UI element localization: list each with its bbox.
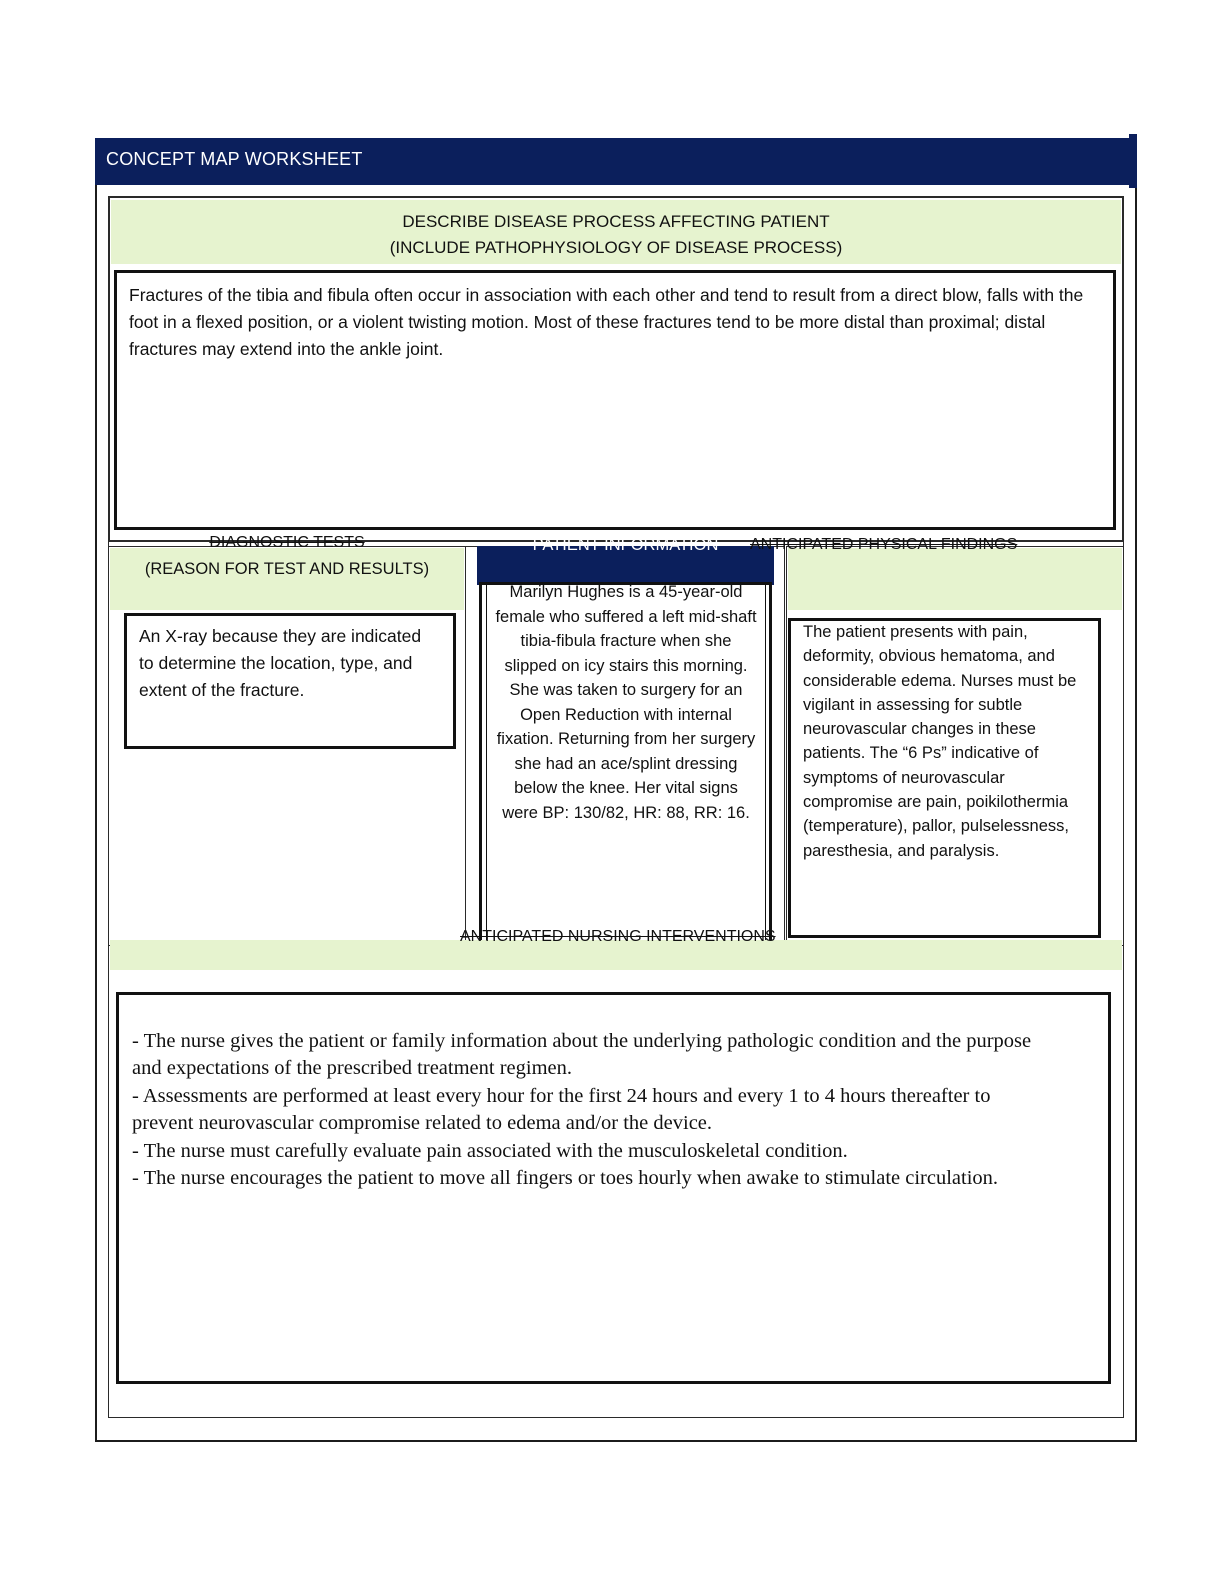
nursing-interventions-header: ANTICIPATED NURSING INTERVENTIONS [460, 928, 776, 945]
title-bar-tab [1129, 134, 1137, 188]
intervention-item: - The nurse must carefully evaluate pain associated with the musculoskeletal condition. [132, 1139, 848, 1162]
disease-process-header-line1: DESCRIBE DISEASE PROCESS AFFECTING PATIENT [402, 212, 830, 231]
intervention-item: - The nurse encourages the patient to move all fingers or toes hourly when awake to stimulate circulation. [132, 1167, 999, 1190]
patient-information-text: Marilyn Hughes is a 45-year-old female who suffered a left mid-shaft tibia-fibula fracture when she slipped on icy stairs this morning. She was taken to surgery for an Open Reduction with internal fixation. Returning from her surgery she had an ace/splint dressing below the knee. Her vital signs were BP: 130/82, HR: 88, RR: 16. [495, 583, 757, 822]
intervention-item: - The nurse gives the patient or family information about the underlying pathologic condition and the purpose and expectations of the prescribed treatment regimen. [132, 1030, 1032, 1080]
intervention-item: - Assessments are performed at least every hour for the first 24 hours and every 1 to 4 hours thereafter to prevent neurovascular compromise related to edema and/or the device. [132, 1084, 991, 1135]
diagnostic-tests-header-line1: DIAGNOSTIC TESTS [209, 534, 365, 551]
disease-process-header-line2: (INCLUDE PATHOPHYSIOLOGY OF DISEASE PROCESS) [389, 238, 843, 257]
diagnostic-tests-text: An X-ray because they are indicated to determine the location, type, and extent of the fracture. [139, 626, 422, 700]
worksheet-title: CONCEPT MAP WORKSHEET [106, 149, 363, 169]
physical-findings-header: ANTICIPATED PHYSICAL FINDINGS [750, 536, 1018, 553]
nursing-interventions-list [132, 1028, 1032, 1192]
diagnostic-tests-header-line2: (REASON FOR TEST AND RESULTS) [144, 560, 430, 578]
physical-findings-text: The patient presents with pain, deformity, obvious hematoma, and considerable edema. Nurses must be vigilant in assessing for subtle neurovascular changes in these patients. The “6 Ps” indicative of symptoms of neurovascular compromise are pain, poikilothermia (temperature), pallor, pulselessness, paresthesia, and paralysis. [803, 623, 1077, 860]
physical-findings-header-band [788, 548, 1122, 610]
patient-information-header: PATIENT INFORMATION [532, 536, 719, 554]
disease-process-header [111, 209, 1121, 261]
disease-process-text: Fractures of the tibia and fibula often occur in association with each other and tend to result from a direct blow, falls with the foot in a flexed position, or a violent twisting motion. Most of these fractures tend to be more distal than proximal; distal fractures may extend into the ankle joint. [129, 285, 1084, 359]
